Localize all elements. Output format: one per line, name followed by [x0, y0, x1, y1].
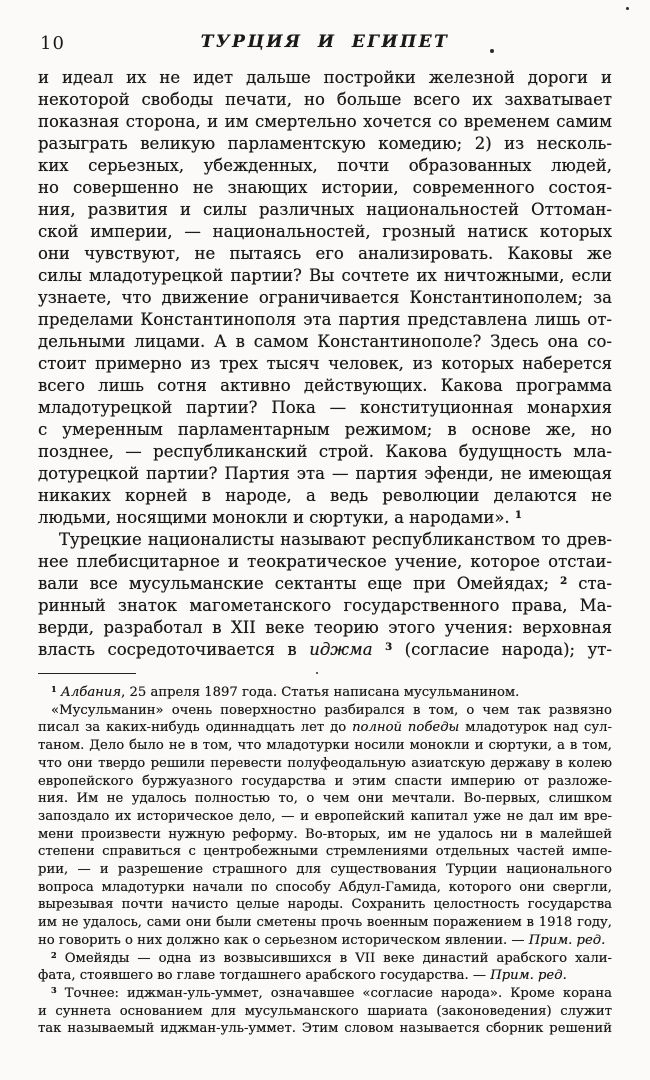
text-line	[38, 397, 612, 419]
text-line	[38, 790, 612, 808]
text-line	[38, 826, 612, 844]
italic-text: полной победы	[352, 720, 460, 736]
text-segment: пределами Константинополя эта партия представлена лишь от-	[38, 310, 612, 329]
text-line	[38, 485, 612, 507]
text-line	[38, 755, 612, 773]
text-segment: узнаете, что движение ограничивается Константинополем; за	[38, 288, 612, 307]
text-line	[38, 265, 612, 287]
text-line	[38, 914, 612, 932]
text-segment: и идеал их не идет дальше постройки железной дороги и	[38, 68, 612, 87]
text-line	[38, 177, 612, 199]
text-segment: ния. Им не удалось полностью то, о чем они мечтали. Во-первых, слишком	[38, 791, 612, 807]
text-segment: ния, развития и силы различных национальностей Оттоман-	[38, 200, 612, 219]
text-line	[38, 441, 612, 463]
page-number: 10	[40, 33, 65, 54]
text-segment: что они твердо решили перевести полуфеодальную азиатскую державу в колею	[38, 755, 612, 771]
text-segment: ской империи, — национальностей, грозный натиск которых	[38, 222, 612, 241]
footnotes-block	[38, 684, 612, 1038]
text-segment: дельными лицами. А в самом Константинополе? Здесь она со-	[38, 332, 612, 351]
text-segment: младотурок над сул-	[459, 720, 613, 736]
italic-text: Албания	[60, 685, 122, 700]
text-segment: рии, — и разрешение страшного для существования Турции национального	[38, 862, 612, 878]
text-line	[38, 155, 612, 177]
text-line	[38, 684, 612, 702]
text-segment: с умеренным парламентарным режимом; в основе же, но	[38, 420, 612, 439]
text-line	[38, 737, 612, 755]
italic-text: иджма	[309, 640, 373, 659]
text-segment: разыграть великую парламентскую комедию; 2) из несколь-	[38, 134, 612, 153]
text-line	[38, 719, 612, 737]
text-line	[38, 985, 612, 1003]
text-segment: Омейяды — одна из возвысившихся в VII веке династий арабского хали-	[56, 950, 612, 966]
text-line	[38, 221, 612, 243]
text-segment: европейского буржуазного государства и этим спасти империю от разложе-	[38, 773, 612, 789]
text-segment: некоторой свободы печати, но больше всего их захватывает	[38, 90, 612, 109]
text-segment: мени произвести нужную реформу. Во-вторых, им не удалось ни в малейшей	[38, 826, 612, 842]
text-segment: таном. Дело было не в том, что младотурки носили монокли и сюртуки, а в том,	[38, 738, 612, 754]
text-line	[38, 950, 612, 968]
text-line	[38, 463, 612, 485]
text-line	[38, 843, 612, 861]
text-line	[38, 551, 612, 573]
footnote-marker: 1	[514, 508, 523, 521]
text-segment: вырезывая почти начисто целые народы. Сохранить целостность государства	[38, 897, 612, 913]
text-line	[38, 595, 612, 617]
text-line	[38, 639, 612, 661]
text-segment: показная сторона, и им смертельно хочется со временем самим	[38, 112, 612, 131]
footnote-marker: 2	[560, 574, 568, 587]
text-line	[38, 353, 612, 375]
text-segment: людьми, носящими монокли и сюртуки, а народами».	[38, 508, 515, 527]
text-line	[38, 967, 612, 985]
text-line	[38, 573, 612, 595]
text-segment: силы младотурецкой партии? Вы сочтете их ничтожными, если	[38, 266, 612, 285]
text-segment: никаких корней в народе, а ведь революции делаются не	[38, 486, 612, 505]
text-segment: Турецкие националисты называют республиканством то древ-	[59, 530, 612, 549]
text-line	[38, 932, 612, 950]
text-line	[38, 243, 612, 265]
text-line	[38, 111, 612, 133]
text-line	[38, 808, 612, 826]
text-line	[38, 507, 612, 529]
text-line	[38, 199, 612, 221]
text-segment: Точнее: иджман-уль-уммет, означавшее «согласие народа». Кроме корана	[56, 985, 612, 1001]
text-segment: писал за каких-нибудь одиннадцать лет до	[38, 720, 353, 736]
text-line	[38, 702, 612, 720]
text-segment: фата, стоявшего во главе тогдашнего арабского государства. —	[38, 968, 491, 984]
text-segment: запоздало их историческое дело, — и европейский капитал уже не дал им вре-	[38, 808, 612, 824]
text-line	[38, 1020, 612, 1038]
text-segment: вопроса младотурки начали по способу Абдул-Гамида, которого они свергли,	[38, 879, 612, 895]
text-segment: , 25 апреля 1897 года. Статья написана мусульманином.	[121, 685, 520, 700]
footnote-marker: 1	[51, 683, 57, 694]
scan-artifact-dot	[626, 7, 629, 10]
text-line	[38, 773, 612, 791]
text-segment: нее плебисцитарное и теократическое учение, которое отстаи-	[38, 552, 612, 571]
text-line	[38, 375, 612, 397]
running-title: ТУРЦИЯ И ЕГИПЕТ	[200, 32, 450, 52]
footnote-marker: 3	[385, 640, 393, 653]
text-segment: ста-	[567, 574, 613, 593]
text-segment: но совершенно не знающих истории, современного состоя-	[38, 178, 612, 197]
text-line	[38, 1003, 612, 1021]
text-segment: всего лишь сотня активно действующих. Какова программа	[38, 376, 612, 395]
text-line	[38, 67, 612, 89]
text-segment: верди, разработал в XII веке теорию этого учения: верховная	[38, 618, 612, 637]
text-line	[38, 879, 612, 897]
text-segment	[373, 640, 386, 659]
text-line	[38, 89, 612, 111]
scan-artifact-dot	[490, 49, 494, 53]
page-header	[38, 32, 612, 56]
text-line	[38, 617, 612, 639]
text-segment: (согласие народа); ут-	[392, 640, 612, 659]
text-segment: дотурецкой партии? Партия эта — партия эфенди, не имеющая	[38, 464, 612, 483]
text-segment: ринный знаток магометанского государственного права, Ма-	[38, 596, 612, 615]
text-line	[38, 861, 612, 879]
footnote-separator-rule	[38, 673, 136, 674]
text-segment: позднее, — республиканский строй. Какова будущность мла-	[38, 442, 612, 461]
text-segment: степени справиться с центробежными стремлениями отдельных частей импе-	[38, 844, 612, 860]
text-line	[38, 133, 612, 155]
text-segment: вали все мусульманские сектанты еще при Омейядах;	[38, 574, 561, 593]
text-segment: «Мусульманин» очень поверхностно разбирался в том, о чем так развязно	[51, 702, 612, 718]
main-text-block	[38, 67, 612, 661]
text-line	[38, 896, 612, 914]
text-line	[38, 529, 612, 551]
text-segment: но говорить о них должно как о серьезном историческом явлении. —	[38, 932, 529, 948]
text-line	[38, 331, 612, 353]
text-segment: власть сосредоточивается в	[38, 640, 310, 659]
text-line	[38, 287, 612, 309]
italic-text: Прим. ред.	[490, 968, 567, 984]
text-segment: младотурецкой партии? Пока — конституционная монархия	[38, 398, 612, 417]
text-segment: они чувствуют, не пытаясь его анализировать. Каковы же	[38, 244, 612, 263]
text-segment: так называемый иджман-уль-уммет. Этим словом называется сборник решений	[38, 1021, 612, 1037]
text-segment: ких серьезных, убежденных, почти образованных людей,	[38, 156, 612, 175]
italic-text: Прим. ред.	[528, 932, 606, 948]
text-segment: и суннета основанием для мусульманского шариата (законоведения) служит	[38, 1003, 612, 1019]
text-segment: им не удалось, сами они были сметены прочь военным поражением в 1918 году,	[38, 915, 612, 931]
footnote-marker: 3	[51, 984, 57, 995]
scan-artifact-dot	[316, 672, 318, 674]
text-line	[38, 309, 612, 331]
footnote-marker: 2	[51, 949, 57, 960]
text-segment: стоит примерно из трех тысяч человек, из которых наберется	[38, 354, 612, 373]
text-line	[38, 419, 612, 441]
